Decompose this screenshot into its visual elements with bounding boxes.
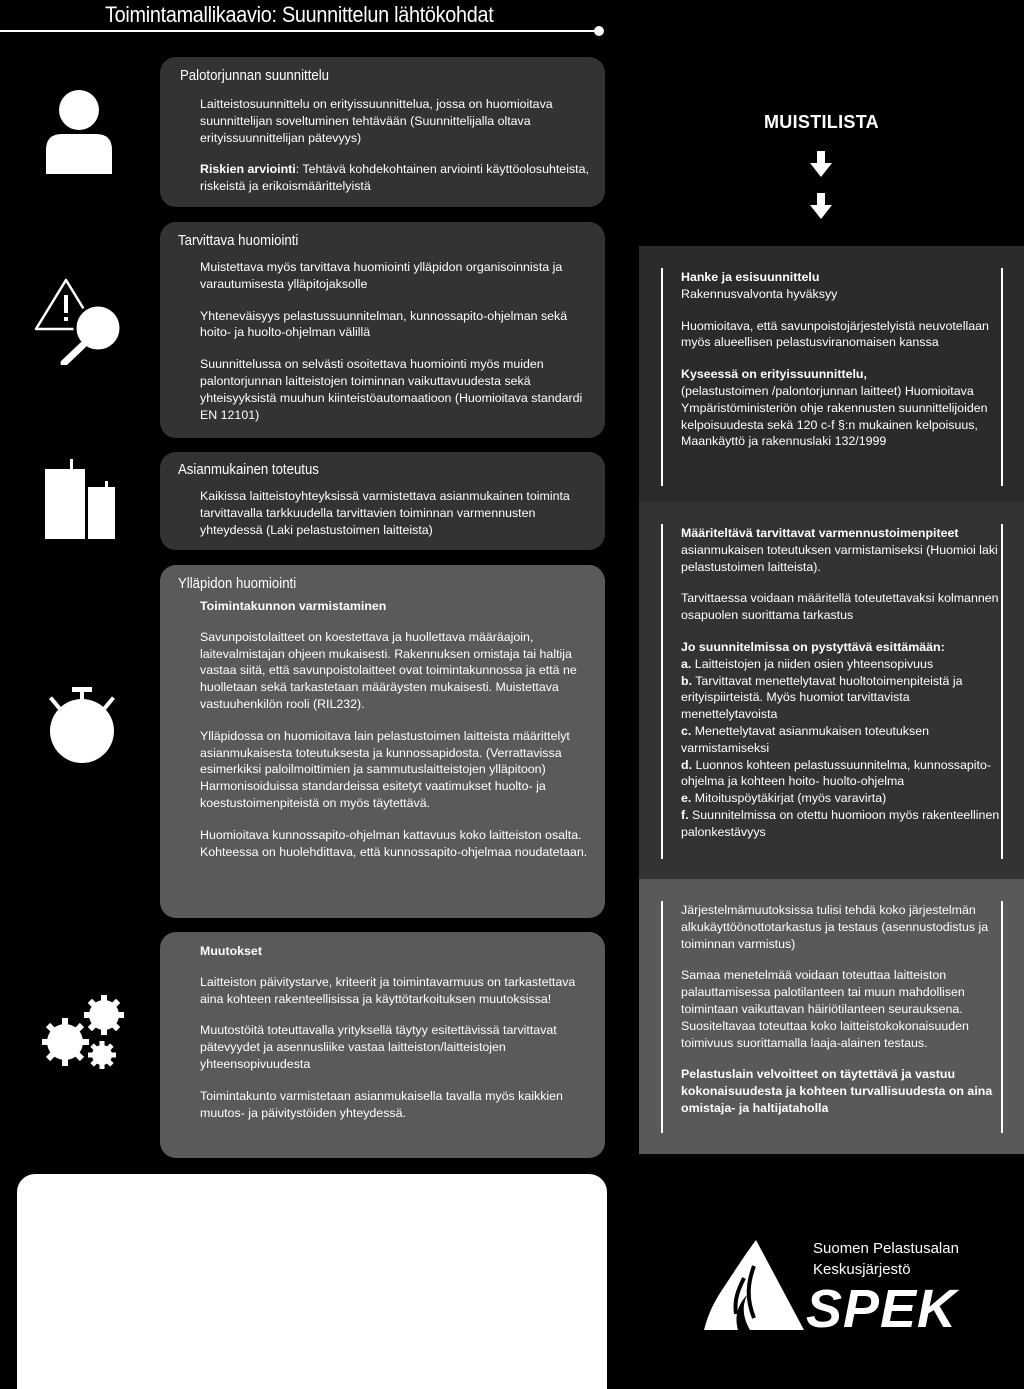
side-panel-bracket (661, 268, 1003, 486)
card-subtitle (200, 943, 591, 960)
list-marker: c. (681, 723, 692, 738)
list-text: Suunnitelmissa on otettu huomioon myös rakenteellinen palonkestävyys (681, 807, 1000, 839)
list-item (681, 790, 1001, 807)
warning-search-icon (34, 277, 126, 365)
card-paragraph: Huomioitava kunnossapito-ohjelman kattavuus koko laitteiston osalta. Kohteessa on huolehdittava, että kunnossapito-ohjelmaa noudatetaan. (200, 827, 588, 859)
list-text: Menettelytavat asianmukaisen toteutuksen varmistamiseksi (681, 723, 929, 755)
side-paragraph: Huomioitava, että savunpoistojärjestelyistä neuvotellaan myös alueellisen pelastusviranomaisen kanssa (681, 318, 989, 350)
list-item (681, 673, 1001, 723)
list-marker: e. (681, 791, 692, 806)
card-tarvittava-huomiointi (160, 222, 605, 438)
side-paragraph (681, 1066, 1001, 1116)
side-bold-text: Pelastuslain velvoitteet on täytettävä ja vastuu kokonaisuudesta ja kohteen turvallisuudesta on aina omistaja- ja haltijataholla (681, 1067, 993, 1115)
side-paragraph (681, 639, 1001, 841)
bold-lead: Riskien arviointi (200, 162, 296, 177)
arrow-down-icon (810, 193, 832, 219)
list-marker: a. (681, 656, 692, 671)
title-underline-dot (594, 26, 604, 36)
side-panel-varmennus (639, 502, 1024, 879)
card-asianmukainen-toteutus (160, 452, 605, 550)
card-paragraph: Toimintakunto varmistetaan asianmukaisella tavalla myös kaikkien muutos- ja päivitystöiden yhteydessä. (200, 1088, 563, 1120)
card-paragraph: Ylläpidossa on huomioitava lain pelastustoimen laitteista määrittelyt asianmukaisesta toteutuksesta ja kunnossapidosta. (Verrattavissa esimerkiksi paloilmoittimien ja sammutuslaitteistojen ylläpitoon) Harmonisoiduissa standardeissa esitetyt vaatimukset huolto- ja koestustoimenpiteistä on myös täytettävä. (200, 728, 570, 810)
side-paragraph: Samaa menetelmää voidaan toteuttaa laitteiston palauttamisessa palotilanteen tai muun mahdollisen toimintaan vaikuttavan häiriötilanteen seurauksena. Suositeltavaa toteuttaa koko laitteistokokonaisuuden toimivuus suorittamalla laaja-alainen testaus. (681, 968, 969, 1050)
side-panel-hanke (639, 246, 1024, 502)
person-icon (44, 88, 114, 174)
logo-brand: SPEK (806, 1279, 958, 1339)
side-heading: Hanke ja esisuunnittelu (681, 270, 820, 284)
side-paragraph (681, 525, 1001, 575)
card-title: Tarvittava huomiointi (178, 232, 299, 249)
card-muutokset (160, 932, 605, 1158)
list-item (681, 807, 1001, 841)
card-title: Asianmukainen toteutus (178, 461, 319, 478)
list-text: Mitoituspöytäkirjat (myös varavirta) (694, 791, 887, 806)
subtitle-text: Muutokset (200, 944, 262, 958)
side-text: Rakennusvalvonta hyväksyy (681, 286, 838, 301)
paragraph-text: : Tehtävä kohdekohtainen arviointi käyttöolosuhteista, riskeistä ja erikoismäärittelyistä (200, 162, 589, 194)
card-title: Palotorjunnan suunnittelu (180, 67, 329, 84)
logo-text-line2: Keskusjärjestö (813, 1261, 911, 1278)
side-paragraph (681, 366, 1001, 450)
list-item (681, 656, 1001, 673)
card-yllapidon-huomiointi (160, 565, 605, 918)
list-text: Luonnos kohteen pelastussuunnitelma, kunnossapito-ohjelma ja kohteen hoito- huolto-ohjelma (681, 757, 991, 789)
side-paragraph (681, 269, 1001, 303)
list-text: Laitteistojen ja niiden osien yhteensopivuus (694, 656, 934, 671)
card-paragraph: Muistettava myös tarvittava huomiointi ylläpidon organisoinnista ja varautumisesta ylläpitojaksolle (200, 260, 563, 291)
card-paragraph: Savunpoistolaitteet on koestettava ja huollettava määräajoin, laitevalmistajan ohjeen mukaisesti. Rakennuksen omistaja tai haltija vastaa siitä, että savunpoistolaitteet ovat toimintakunnossa ja että ne huolletaan sekä tarkastetaan määräysten mukaisesti. Muistettava vastuuhenkilön rooli (RIL232). (200, 629, 577, 711)
side-paragraph: Tarvittaessa voidaan määritellä toteutettavaksi kolmannen osapuolen suorittama tarkastus (681, 591, 999, 623)
side-heading: Määriteltävä tarvittavat varmennustoimenpiteet (681, 526, 959, 540)
card-paragraph: Yhteneväisyys pelastussuunnitelman, kunnossapito-ohjelman sekä hoito- ja huolto-ohjelman välillä (200, 308, 568, 340)
list-marker: f. (681, 807, 689, 822)
arrow-down-icon (810, 151, 832, 177)
card-subtitle (200, 598, 591, 615)
gears-icon (42, 995, 126, 1075)
list-marker: d. (681, 757, 693, 772)
side-paragraph: Järjestelmämuutoksissa tulisi tehdä koko järjestelmän alkukäyttöönottotarkastus ja testaus (asennustodistus ja toiminnan varmistus) (681, 903, 989, 951)
side-panel-bracket (661, 524, 1003, 859)
page-title: Toimintamallikaavio: Suunnittelun lähtökohdat (105, 2, 494, 27)
flame-logo-icon (704, 1238, 804, 1332)
side-panel-jarjestelmamuutokset (639, 879, 1024, 1154)
card-palotorjunnan-suunnittelu (160, 57, 605, 207)
logo-text-line1: Suomen Pelastusalan (813, 1240, 959, 1257)
stopwatch-icon (45, 686, 119, 766)
card-paragraph (200, 161, 591, 195)
card-paragraph: Laitteistosuunnittelu on erityissuunnittelua, jossa on huomioitava suunnittelijan soveltuminen tehtävään (Suunnittelijalla oltava erityissuunnittelijan pätevyys) (200, 97, 553, 145)
side-panel-bracket (661, 901, 1003, 1133)
muistilista-heading: MUISTILISTA (764, 112, 879, 132)
side-text: (pelastustoimen /palontorjunnan laitteet) Huomioitava Ympäristöministeriön ohje rakennusten suunnittelijoiden kelpoisuudesta sekä 120 c-f §:n mukainen kelpoisuus, Maankäyttö ja rakennuslaki 132/1999 (681, 383, 988, 449)
bottom-white-panel (17, 1174, 607, 1389)
buildings-icon (43, 457, 117, 539)
title-underline (0, 30, 598, 32)
card-title: Ylläpidon huomiointi (178, 575, 297, 592)
card-paragraph: Kaikissa laitteistoyhteyksissä varmistettava asianmukainen toiminta tarvittavalla tarkkuudella tarvittavien toiminnan varmennusten yhteydessä (Laki pelastustoimen laitteista) (200, 489, 570, 537)
side-text: asianmukaisen toteutuksen varmistamiseksi (Huomioi laki pelastustoimen laitteista). (681, 542, 998, 574)
card-paragraph: Laitteiston päivitystarve, kriteerit ja toimintavarmuus on tarkastettava aina kohteen rakenteellisissa ja käyttötarkoituksen muutoksissa! (200, 974, 576, 1006)
list-item (681, 723, 1001, 757)
side-heading: Jo suunnitelmissa on pystyttävä esittämään: (681, 639, 945, 654)
list-text: Tarvittavat menettelytavat huoltotoimenpiteistä ja erityispiirteistä. Myös huomiot tarvittavista menettelytavoista (681, 673, 963, 722)
subtitle-text: Toimintakunnon varmistaminen (200, 599, 387, 613)
card-paragraph: Muutostöitä toteuttavalla yrityksellä täytyy esitettävissä tarvittavat pätevyydet ja asennusliike vastaa laitteiston/laitteistojen yhteensopivuudesta (200, 1023, 557, 1071)
side-heading: Kyseessä on erityissuunnittelu, (681, 367, 867, 382)
list-item (681, 757, 1001, 791)
card-paragraph: Suunnittelussa on selvästi osoitettava huomiointi myös muiden palontorjunnan laitteistojen toiminnan vaikuttavuudesta sekä yhteisyyksistä muuhun kiinteistöautomaatioon (Huomioitava standardi EN 12101) (200, 357, 583, 422)
list-marker: b. (681, 673, 693, 688)
